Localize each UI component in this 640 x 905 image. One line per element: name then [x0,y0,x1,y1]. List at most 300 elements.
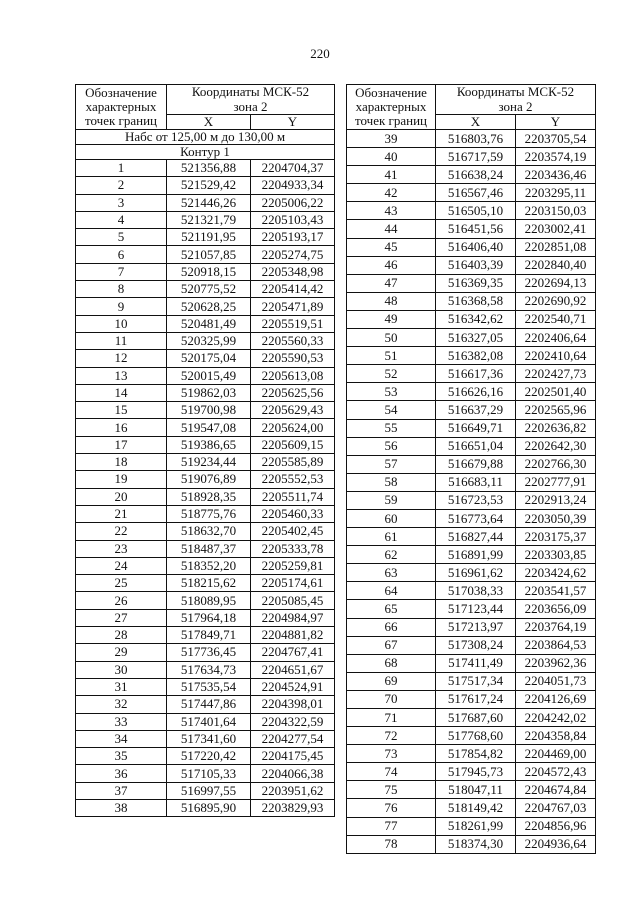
point-number: 5 [76,229,167,246]
table-row [76,505,335,522]
y-coordinate: 2204936,64 [516,835,596,853]
x-coordinate: 516342,62 [436,310,516,328]
page-number: 220 [310,46,330,61]
y-coordinate: 2205274,75 [251,246,335,263]
table-row [76,748,335,765]
x-coordinate: 516406,40 [436,238,516,256]
y-coordinate: 2203175,37 [516,528,596,546]
point-number: 50 [347,329,436,347]
point-number: 64 [347,582,436,600]
point-number: 54 [347,401,436,419]
y-coordinate: 2205193,17 [251,229,335,246]
y-coordinate: 2202851,08 [516,238,596,256]
y-coordinate: 2202410,64 [516,347,596,365]
table-row [347,401,596,419]
y-coordinate: 2204066,38 [251,765,335,782]
point-number: 59 [347,491,436,509]
designation-header-cell [347,85,436,130]
table-row [76,765,335,782]
x-coordinate: 516382,08 [436,347,516,365]
y-coordinate: 2205414,42 [251,281,335,298]
designation-header-cell [76,85,167,130]
y-coordinate: 2203574,19 [516,148,596,166]
y-coordinate: 2204572,43 [516,763,596,781]
point-number: 23 [76,540,167,557]
coords-header-line: Координаты МСК-52 [167,85,335,100]
point-number: 33 [76,713,167,730]
x-coordinate: 517105,33 [167,765,251,782]
table-row [76,436,335,453]
y-coordinate: 2204242,02 [516,709,596,727]
table-row [76,609,335,626]
designation-header-line: характерных [85,99,157,114]
x-coordinate: 517964,18 [167,609,251,626]
table-row [76,575,335,592]
designation-header-line: характерных [355,99,427,114]
table-row [347,727,596,745]
point-number: 44 [347,220,436,238]
table-row [76,627,335,644]
table-row [347,473,596,491]
table-row [347,347,596,365]
point-number: 56 [347,437,436,455]
table-row [76,419,335,436]
point-number: 46 [347,256,436,274]
x-coordinate: 521356,88 [167,160,251,177]
x-coordinate: 517535,54 [167,678,251,695]
x-coordinate: 519234,44 [167,454,251,471]
point-number: 16 [76,419,167,436]
y-coordinate: 2204674,84 [516,781,596,799]
point-number: 30 [76,661,167,678]
x-coordinate: 518775,76 [167,505,251,522]
point-number: 72 [347,727,436,745]
y-coordinate: 2203303,85 [516,546,596,564]
y-coordinate: 2203295,11 [516,184,596,202]
point-number: 24 [76,557,167,574]
table-row [76,644,335,661]
y-coordinate: 2202777,91 [516,473,596,491]
table-row [347,148,596,166]
table-row [347,166,596,184]
y-column-header: Y [251,115,335,130]
table-row [347,799,596,817]
point-number: 53 [347,383,436,401]
x-coordinate: 516567,46 [436,184,516,202]
x-coordinate: 516617,36 [436,365,516,383]
x-coordinate: 517849,71 [167,627,251,644]
x-coordinate: 517220,42 [167,748,251,765]
x-coordinate: 520628,25 [167,298,251,315]
point-number: 36 [76,765,167,782]
table-row [76,782,335,799]
table-row [347,763,596,781]
x-coordinate: 521057,85 [167,246,251,263]
x-coordinate: 516327,05 [436,329,516,347]
y-coordinate: 2205471,89 [251,298,335,315]
point-number: 6 [76,246,167,263]
point-number: 70 [347,690,436,708]
y-coordinate: 2204051,73 [516,672,596,690]
y-coordinate: 2204767,03 [516,799,596,817]
y-coordinate: 2205609,15 [251,436,335,453]
y-coordinate: 2203150,03 [516,202,596,220]
y-coordinate: 2205552,53 [251,471,335,488]
table-row [76,488,335,505]
point-number: 18 [76,454,167,471]
x-column-header: X [167,115,251,130]
y-coordinate: 2205085,45 [251,592,335,609]
table-row [347,419,596,437]
table-row [347,582,596,600]
x-coordinate: 516827,44 [436,528,516,546]
y-coordinate: 2204984,97 [251,609,335,626]
x-coordinate: 517854,82 [436,745,516,763]
point-number: 78 [347,835,436,853]
x-coordinate: 516451,56 [436,220,516,238]
point-number: 34 [76,730,167,747]
point-number: 20 [76,488,167,505]
x-coordinate: 518632,70 [167,523,251,540]
table-row [76,730,335,747]
y-coordinate: 2202694,13 [516,274,596,292]
table-row [347,781,596,799]
coords-header-line: Координаты МСК-52 [436,85,596,100]
point-number: 28 [76,627,167,644]
x-coordinate: 520481,49 [167,315,251,332]
point-number: 29 [76,644,167,661]
x-coordinate: 517213,97 [436,618,516,636]
table-row [76,661,335,678]
y-coordinate: 2204651,67 [251,661,335,678]
x-coordinate: 516679,88 [436,455,516,473]
x-coordinate: 517123,44 [436,600,516,618]
designation-header-line: Обозначение [355,85,427,100]
y-coordinate: 2202690,92 [516,292,596,310]
x-coordinate: 516626,16 [436,383,516,401]
y-coordinate: 2202766,30 [516,455,596,473]
x-coordinate: 519547,08 [167,419,251,436]
table-row [76,402,335,419]
point-number: 1 [76,160,167,177]
point-number: 2 [76,177,167,194]
y-coordinate: 2205585,89 [251,454,335,471]
point-number: 40 [347,148,436,166]
x-coordinate: 521321,79 [167,211,251,228]
header-row [76,85,335,100]
x-column-header: X [436,115,516,130]
x-coordinate: 516683,11 [436,473,516,491]
y-coordinate: 2203705,54 [516,130,596,148]
x-coordinate: 516638,24 [436,166,516,184]
point-number: 57 [347,455,436,473]
point-number: 66 [347,618,436,636]
table-row [347,292,596,310]
point-number: 7 [76,263,167,280]
y-coordinate: 2205560,33 [251,332,335,349]
x-coordinate: 517687,60 [436,709,516,727]
x-coordinate: 516891,99 [436,546,516,564]
x-coordinate: 516403,39 [436,256,516,274]
x-coordinate: 521191,95 [167,229,251,246]
header-row [347,85,596,100]
x-coordinate: 516723,53 [436,491,516,509]
y-coordinate: 2202840,40 [516,256,596,274]
point-number: 68 [347,654,436,672]
x-coordinate: 520015,49 [167,367,251,384]
point-number: 12 [76,350,167,367]
table-row [347,437,596,455]
table-row [347,690,596,708]
x-coordinate: 517634,73 [167,661,251,678]
x-coordinate: 516803,76 [436,130,516,148]
table-row [76,298,335,315]
point-number: 48 [347,292,436,310]
y-coordinate: 2205259,81 [251,557,335,574]
table-row [347,329,596,347]
point-number: 14 [76,384,167,401]
x-coordinate: 518261,99 [436,817,516,835]
x-coordinate: 521446,26 [167,194,251,211]
designation-header-line: Обозначение [85,85,157,100]
section-row [76,130,335,145]
contour-label: Контур 1 [76,145,335,160]
y-coordinate: 2203541,57 [516,582,596,600]
table-row [347,564,596,582]
point-number: 67 [347,636,436,654]
x-coordinate: 517038,33 [436,582,516,600]
x-coordinate: 517768,60 [436,727,516,745]
x-coordinate: 520325,99 [167,332,251,349]
table-row [76,592,335,609]
point-number: 61 [347,528,436,546]
x-coordinate: 518374,30 [436,835,516,853]
x-coordinate: 517617,24 [436,690,516,708]
y-coordinate: 2205333,78 [251,540,335,557]
point-number: 77 [347,817,436,835]
x-coordinate: 516961,62 [436,564,516,582]
x-coordinate: 518487,37 [167,540,251,557]
y-coordinate: 2204126,69 [516,690,596,708]
table-row [347,202,596,220]
y-coordinate: 2205006,22 [251,194,335,211]
point-number: 3 [76,194,167,211]
table-row [347,835,596,853]
table-row [76,471,335,488]
table-row [76,557,335,574]
table-row [347,238,596,256]
y-coordinate: 2202565,96 [516,401,596,419]
table-row [76,540,335,557]
table-row [76,678,335,695]
point-number: 43 [347,202,436,220]
point-number: 10 [76,315,167,332]
contour-row [76,145,335,160]
point-number: 74 [347,763,436,781]
coords-header-line: зона 2 [436,100,596,115]
y-coordinate: 2202913,24 [516,491,596,509]
table-row [347,654,596,672]
table-row [347,745,596,763]
y-coordinate: 2203864,53 [516,636,596,654]
table-row [347,817,596,835]
x-coordinate: 516649,71 [436,419,516,437]
x-coordinate: 516717,59 [436,148,516,166]
x-coordinate: 517517,34 [436,672,516,690]
point-number: 35 [76,748,167,765]
y-coordinate: 2205402,45 [251,523,335,540]
y-coordinate: 2202406,64 [516,329,596,347]
y-coordinate: 2205519,51 [251,315,335,332]
table-row [76,384,335,401]
x-coordinate: 517447,86 [167,696,251,713]
x-coordinate: 519386,65 [167,436,251,453]
x-coordinate: 517945,73 [436,763,516,781]
point-number: 27 [76,609,167,626]
table-row [76,350,335,367]
table-row [76,332,335,349]
y-coordinate: 2202427,73 [516,365,596,383]
point-number: 19 [76,471,167,488]
x-coordinate: 520775,52 [167,281,251,298]
point-number: 71 [347,709,436,727]
x-coordinate: 518352,20 [167,557,251,574]
x-coordinate: 516369,35 [436,274,516,292]
y-coordinate: 2204881,82 [251,627,335,644]
y-coordinate: 2203764,19 [516,618,596,636]
point-number: 13 [76,367,167,384]
y-coordinate: 2204704,37 [251,160,335,177]
y-coordinate: 2204175,45 [251,748,335,765]
point-number: 60 [347,509,436,527]
y-coordinate: 2204933,34 [251,177,335,194]
point-number: 58 [347,473,436,491]
y-coordinate: 2204856,96 [516,817,596,835]
point-number: 69 [347,672,436,690]
coordinates-table-right [346,84,596,854]
point-number: 38 [76,799,167,816]
table-row [347,491,596,509]
x-coordinate: 520175,04 [167,350,251,367]
table-row [347,709,596,727]
table-row [347,365,596,383]
point-number: 49 [347,310,436,328]
point-number: 21 [76,505,167,522]
y-coordinate: 2203424,62 [516,564,596,582]
point-number: 39 [347,130,436,148]
table-row [76,367,335,384]
x-coordinate: 516637,29 [436,401,516,419]
x-coordinate: 518149,42 [436,799,516,817]
point-number: 75 [347,781,436,799]
table-row [347,528,596,546]
table-row [347,184,596,202]
x-coordinate: 516368,58 [436,292,516,310]
point-number: 4 [76,211,167,228]
y-coordinate: 2204524,91 [251,678,335,695]
x-coordinate: 517341,60 [167,730,251,747]
x-coordinate: 520918,15 [167,263,251,280]
y-coordinate: 2205629,43 [251,402,335,419]
table-row [347,455,596,473]
table-row [76,315,335,332]
y-coordinate: 2203656,09 [516,600,596,618]
y-coordinate: 2205590,53 [251,350,335,367]
y-column-header: Y [516,115,596,130]
x-coordinate: 516895,90 [167,799,251,816]
table-row [347,546,596,564]
table-row [347,130,596,148]
y-coordinate: 2205174,61 [251,575,335,592]
y-coordinate: 2203962,36 [516,654,596,672]
point-number: 37 [76,782,167,799]
table-row [76,263,335,280]
point-number: 25 [76,575,167,592]
y-coordinate: 2205460,33 [251,505,335,522]
y-coordinate: 2204767,41 [251,644,335,661]
point-number: 62 [347,546,436,564]
table-row [347,600,596,618]
table-row [347,310,596,328]
designation-header-line: точек границ [354,113,428,128]
point-number: 51 [347,347,436,365]
point-number: 45 [347,238,436,256]
table-row [347,672,596,690]
x-coordinate: 517736,45 [167,644,251,661]
y-coordinate: 2205613,08 [251,367,335,384]
y-coordinate: 2204277,54 [251,730,335,747]
y-coordinate: 2202501,40 [516,383,596,401]
y-coordinate: 2205103,43 [251,211,335,228]
x-coordinate: 518928,35 [167,488,251,505]
table-row [76,160,335,177]
table-row [76,281,335,298]
table-row [347,274,596,292]
x-coordinate: 517411,49 [436,654,516,672]
table-row [76,713,335,730]
table-row [76,696,335,713]
point-number: 32 [76,696,167,713]
point-number: 26 [76,592,167,609]
y-coordinate: 2204398,01 [251,696,335,713]
x-coordinate: 516505,10 [436,202,516,220]
x-coordinate: 519862,03 [167,384,251,401]
y-coordinate: 2205625,56 [251,384,335,401]
table-row [347,256,596,274]
table-row [76,229,335,246]
y-coordinate: 2205624,00 [251,419,335,436]
table-row [347,220,596,238]
y-coordinate: 2203951,62 [251,782,335,799]
table-row [76,211,335,228]
x-coordinate: 519076,89 [167,471,251,488]
y-coordinate: 2204469,00 [516,745,596,763]
coords-header-line: зона 2 [167,100,335,115]
point-number: 11 [76,332,167,349]
point-number: 47 [347,274,436,292]
y-coordinate: 2202642,30 [516,437,596,455]
table-row [347,618,596,636]
point-number: 63 [347,564,436,582]
x-coordinate: 518089,95 [167,592,251,609]
x-coordinate: 518215,62 [167,575,251,592]
table-row [76,194,335,211]
y-coordinate: 2205348,98 [251,263,335,280]
table-row [76,246,335,263]
point-number: 42 [347,184,436,202]
point-number: 15 [76,402,167,419]
table-row [76,177,335,194]
